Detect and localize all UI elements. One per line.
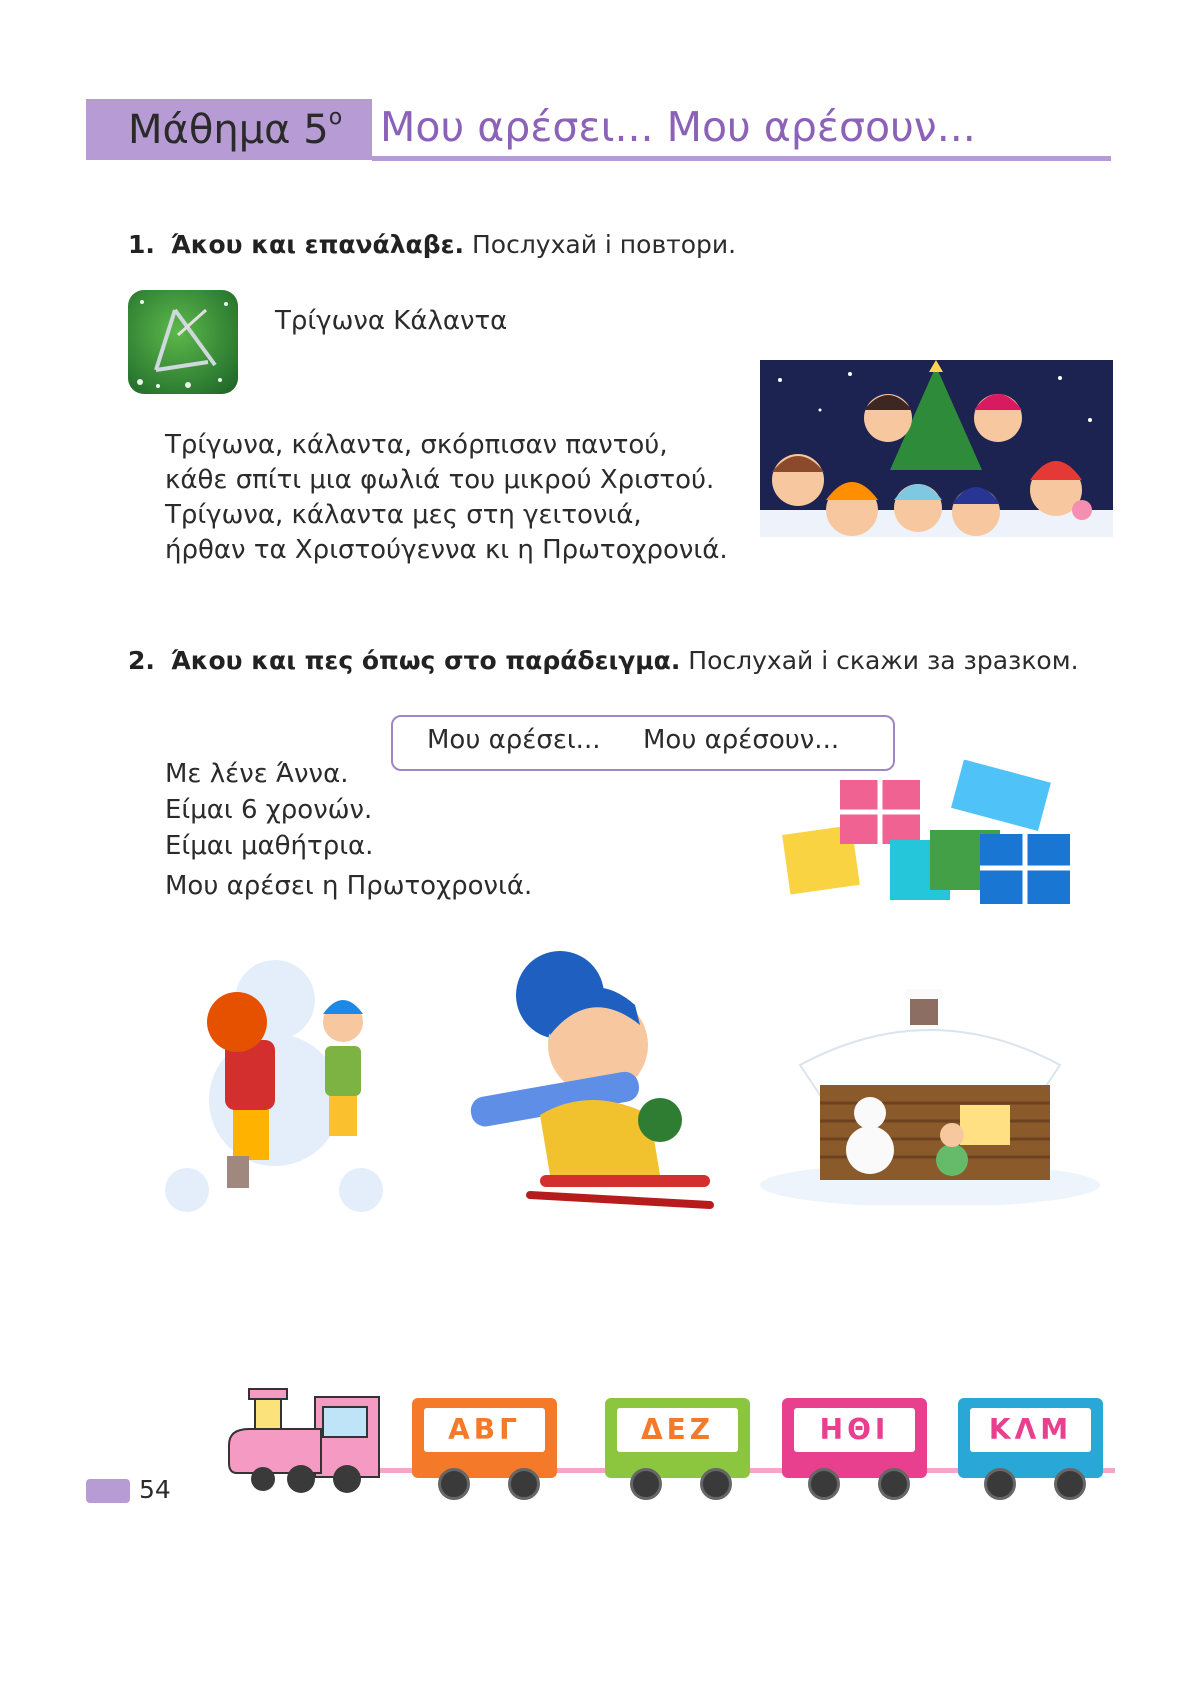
lesson-number-tag bbox=[86, 99, 372, 160]
phrase-plural: Μου αρέσουν... bbox=[643, 725, 840, 755]
poem-line: Τρίγωνα, κάλαντα μες στη γειτονιά, bbox=[165, 500, 642, 530]
wagon-wheel bbox=[808, 1468, 840, 1500]
wagon-wheel bbox=[1054, 1468, 1086, 1500]
exercise-2-heading bbox=[128, 646, 1079, 675]
wagon-wheel bbox=[700, 1468, 732, 1500]
triangle-instrument-icon[interactable] bbox=[128, 290, 238, 394]
sledding-child-illustration bbox=[460, 945, 730, 1225]
example-line: Είμαι 6 χρονών. bbox=[165, 795, 373, 825]
train-wagon-ithi bbox=[782, 1398, 927, 1478]
poem-line: Τρίγωνα, κάλαντα, σκόρπισαν παντού, bbox=[165, 430, 668, 460]
example-line: Είμαι μαθήτρια. bbox=[165, 831, 374, 861]
exercise-1-instruction-greek: Άκου και επανάλαβε. bbox=[170, 230, 465, 259]
poem-line: ήρθαν τα Χριστούγεννα κι η Πρωτοχρονιά. bbox=[165, 535, 728, 565]
phrase-singular: Μου αρέσει... bbox=[427, 725, 601, 755]
page-number-tab bbox=[86, 1479, 130, 1503]
page-number: 54 bbox=[139, 1475, 171, 1504]
exercise-1-instruction-ukrainian: Послухай і повтори. bbox=[471, 230, 737, 259]
wagon-wheel bbox=[438, 1468, 470, 1500]
wagon-letters: ΚΛΜ bbox=[970, 1408, 1091, 1452]
train-wagon-abg bbox=[412, 1398, 557, 1478]
exercise-1-number: 1. bbox=[128, 230, 155, 259]
exercise-1-heading bbox=[128, 230, 736, 259]
wagon-letters: ΑΒΓ bbox=[424, 1408, 545, 1452]
song-title: Τρίγωνα Κάλαντα bbox=[275, 306, 508, 336]
snowman-children-illustration bbox=[165, 950, 395, 1215]
triangle-icon bbox=[128, 290, 238, 394]
exercise-2-instruction-greek: Άκου και πες όπως στο παράδειγμα. bbox=[170, 646, 681, 675]
train-wagon-klm bbox=[958, 1398, 1103, 1478]
poem bbox=[165, 428, 728, 568]
wagon-wheel bbox=[630, 1468, 662, 1500]
header-rule bbox=[372, 156, 1111, 161]
carol-singers-illustration bbox=[760, 360, 1113, 537]
wagon-letters: ΔΕΖ bbox=[617, 1408, 738, 1452]
wagon-wheel bbox=[984, 1468, 1016, 1500]
example-line: Μου αρέσει η Πρωτοχρονιά. bbox=[165, 871, 533, 901]
exercise-2-instruction-ukrainian: Послухай і скажи за зразком. bbox=[688, 646, 1079, 675]
snowy-cabin-illustration bbox=[760, 985, 1100, 1205]
train-wagon-dez bbox=[605, 1398, 750, 1478]
train-locomotive bbox=[225, 1385, 385, 1495]
wagon-wheel bbox=[508, 1468, 540, 1500]
gifts-illustration bbox=[780, 760, 1100, 920]
lesson-number-label: Μάθημα $5^o$ bbox=[128, 105, 343, 153]
wagon-wheel bbox=[878, 1468, 910, 1500]
poem-line: κάθε σπίτι μια φωλιά του μικρού Χριστού. bbox=[165, 465, 715, 495]
lesson-title: Μου αρέσει... Μου αρέσουν... bbox=[380, 103, 976, 151]
example-line: Με λένε Άννα. bbox=[165, 759, 349, 789]
exercise-2-number: 2. bbox=[128, 646, 155, 675]
example-text bbox=[165, 756, 532, 904]
wagon-letters: ΗΘΙ bbox=[794, 1408, 915, 1452]
